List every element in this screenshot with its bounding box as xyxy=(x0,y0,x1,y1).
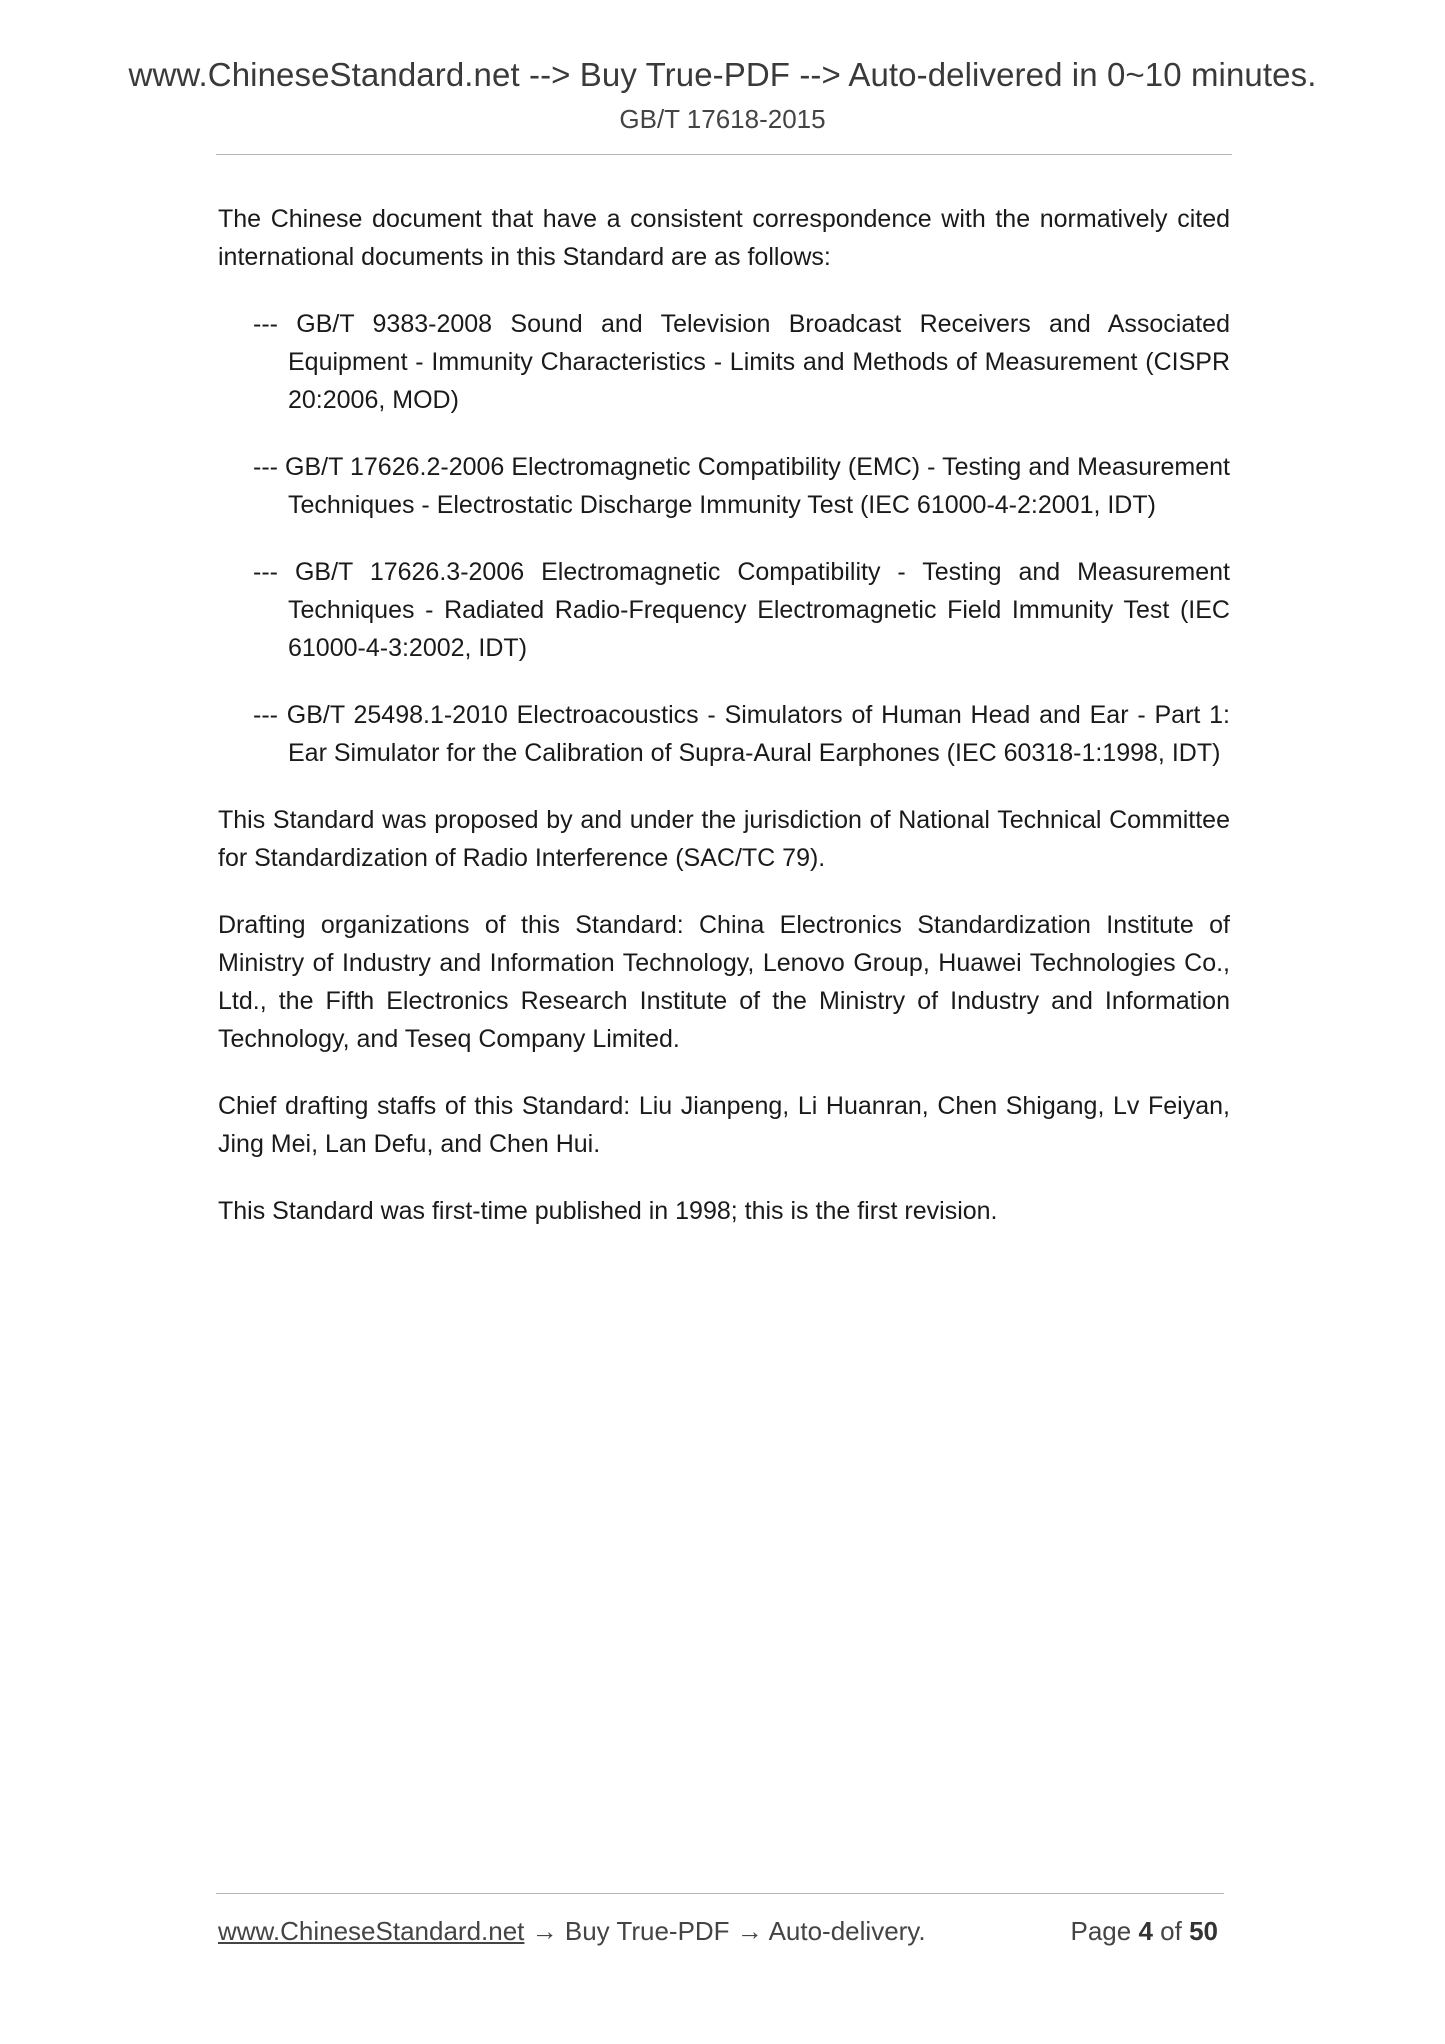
footer-promo xyxy=(218,1916,926,1947)
site-link[interactable]: www.ChineseStandard.net xyxy=(218,1916,525,1946)
chief-drafting-staff-paragraph: Chief drafting staffs of this Standard: Liu Jianpeng, Li Huanran, Chen Shigang, Lv Feiyan, Jing Mei, Lan Defu, and Chen Hui. xyxy=(218,1092,1230,1158)
publication-history-paragraph: This Standard was first-time published in 1998; this is the first revision. xyxy=(218,1197,998,1225)
reference-item: --- GB/T 9383-2008 Sound and Television Broadcast Receivers and Associated Equipment - Immunity Characteristics - Limits and Methods of Measurement (CISPR 20:2006, MOD) xyxy=(253,310,1230,414)
reference-item: --- GB/T 17626.3-2006 Electromagnetic Compatibility - Testing and Measurement Techniques - Radiated Radio-Frequency Electromagnetic Field Immunity Test (IEC 61000-4-3:2002, IDT) xyxy=(253,558,1230,662)
reference-item: --- GB/T 17626.2-2006 Electromagnetic Compatibility (EMC) - Testing and Measurement Techniques - Electrostatic Discharge Immunity Test (IEC 61000-4-2:2001, IDT) xyxy=(253,453,1230,519)
header-divider xyxy=(216,154,1232,155)
drafting-organizations-paragraph: Drafting organizations of this Standard: China Electronics Standardization Institute of Ministry of Industry and Information Technology, Lenovo Group, Huawei Technologies Co., Ltd., the Fifth Electronics Research Institute of the Ministry of Industry and Information Technology, and Teseq Company Limited. xyxy=(218,911,1230,1053)
intro-paragraph: The Chinese document that have a consistent correspondence with the normatively cited international documents in this Standard are as follows: xyxy=(218,205,1230,271)
document-body xyxy=(218,200,1230,1259)
page-current: 4 xyxy=(1138,1916,1153,1946)
page-counter xyxy=(1070,1916,1218,1947)
of-label: of xyxy=(1160,1916,1182,1946)
reference-list xyxy=(218,305,1230,772)
page-total: 50 xyxy=(1189,1916,1218,1946)
page-label: Page xyxy=(1070,1916,1132,1946)
proposed-by-paragraph: This Standard was proposed by and under the jurisdiction of National Technical Committee for Standardization of Radio Interference (SAC/TC 79). xyxy=(218,806,1230,872)
footer-tagline: → Buy True-PDF → Auto-delivery. xyxy=(524,1916,926,1946)
top-banner: www.ChineseStandard.net --> Buy True-PDF --> Auto-delivered in 0~10 minutes. xyxy=(128,56,1317,93)
document-id: GB/T 17618-2015 xyxy=(619,104,826,134)
footer-divider xyxy=(216,1893,1224,1894)
reference-item: --- GB/T 25498.1-2010 Electroacoustics - Simulators of Human Head and Ear - Part 1: Ear Simulator for the Calibration of Supra-Aural Earphones (IEC 60318-1:1998, IDT) xyxy=(253,701,1230,767)
